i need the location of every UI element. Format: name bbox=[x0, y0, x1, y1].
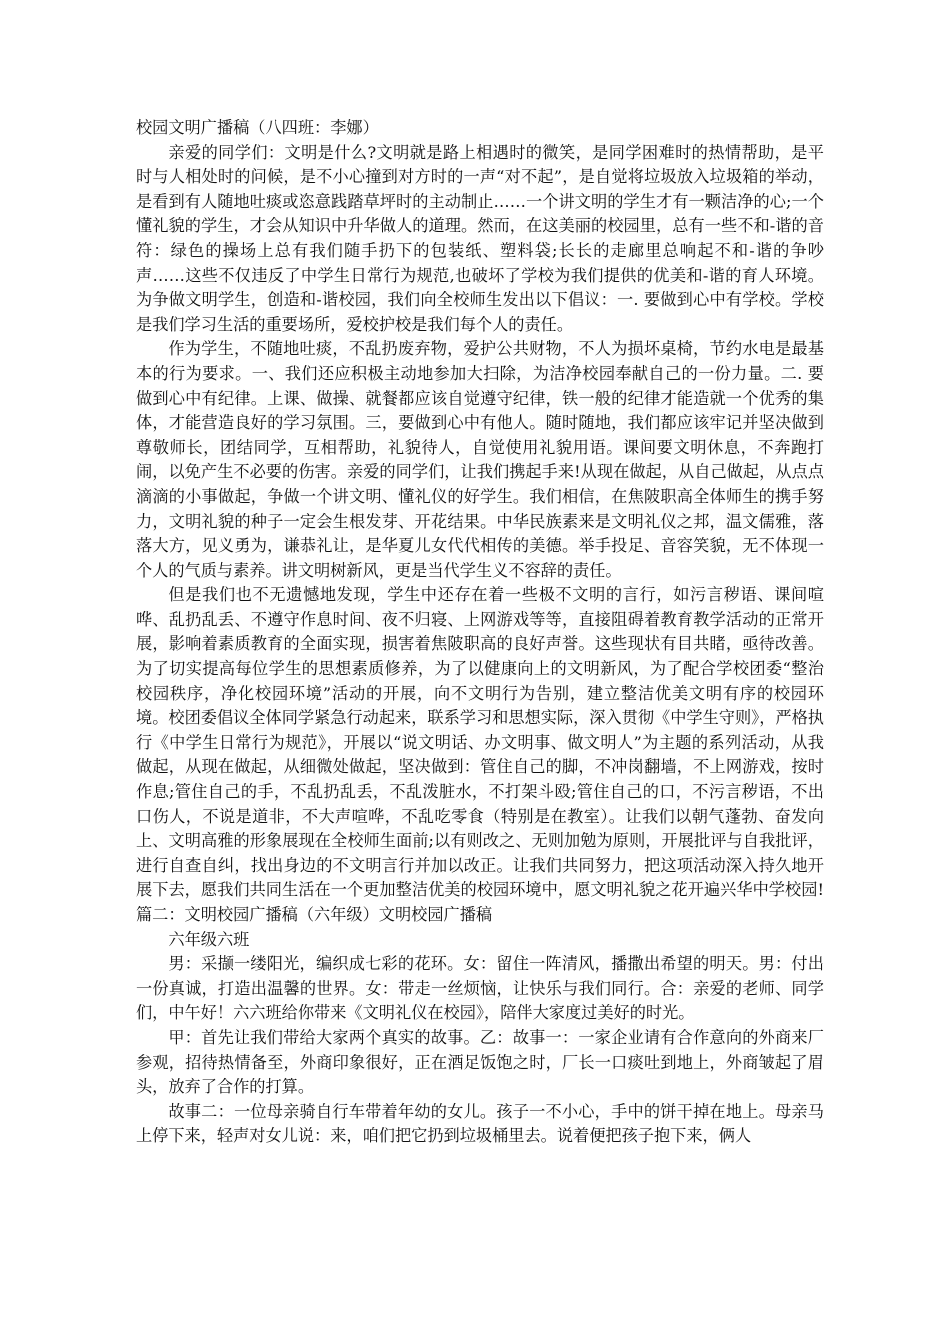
paragraph-broadcast-intro: 男：采撷一缕阳光，编织成七彩的花环。女：留住一阵清风，播撒出希望的明天。男：付出一份真诚，打造出温馨的世界。女：带走一丝烦恼，让快乐与我们同行。合：亲爱的老师、同学们，中午好！六六班给你带来《文明礼仪在校园》，陪伴大家度过美好的时光。 bbox=[136, 954, 824, 1023]
paragraph-story-one: 甲：首先让我们带给大家两个真实的故事。乙：故事一：一家企业请有合作意向的外商来厂参观，招待热情备至，外商印象很好，正在酒足饭饱之时，厂长一口痰吐到地上，外商皱起了眉头，放弃了合作的打算。 bbox=[136, 1027, 824, 1097]
paragraph-story-two: 故事二：一位母亲骑自行车带着年幼的女儿。孩子一不小心，手中的饼干掉在地上。母亲马上停下来，轻声对女儿说：来，咱们把它扔到垃圾桶里去。说着便把孩子抱下来，俩人 bbox=[136, 1101, 824, 1146]
document-title: 校园文明广播稿（八四班：李娜） bbox=[136, 118, 379, 137]
paragraph-class-name: 六年级六班 bbox=[168, 929, 250, 949]
document-page bbox=[136, 116, 824, 1149]
paragraph-uncivil-behavior: 但是我们也不无遗憾地发现，学生中还存在着一些极不文明的言行，如污言秽语、课间喧哗、乱扔乱丢、不遵守作息时间、夜不归寝、上网游戏等等，直接阻碍着教育教学活动的正常开展，影响着素质教育的全面实现，损害着焦陂职高的良好声誉。这些现状有目共睹，亟待改善。为了切实提高每位学生的思想素质修养，为了以健康向上的文明新风，为了配合学校团委“整治校园秩序，净化校园环境”活动的开展，向不文明行为告别，建立整洁优美文明有序的校园环境。校团委倡议全体同学紧急行动起来，联系学习和思想实际，深入贯彻《中学生守则》，严格执行《中学生日常行为规范》，开展以“说文明话、办文明事、做文明人”为主题的系列活动，从我做起，从现在做起，从细微处做起，坚决做到：管住自己的脚，不冲岗翻墙，不上网游戏，按时作息;管住自己的手，不乱扔乱丢，不乱泼脏水，不打架斗殴;管住自己的口，不污言秽语，不出口伤人，不说是道非，不大声喧哗，不乱吃零食（特别是在教室）。让我们以朝气蓬勃、奋发向上、文明高雅的形象展现在全校师生面前;以有则改之、无则加勉为原则，开展批评与自我批评，进行自查自纠，找出身边的不文明言行并加以改正。让我们共同努力，把这项活动深入持久地开展下去，愿我们共同生活在一个更加整洁优美的校园环境中，愿文明礼貌之花开遍兴华中学校园!篇二：文明校园广播稿（六年级）文明校园广播稿 bbox=[136, 585, 824, 924]
paragraph-opening: 亲爱的同学们：文明是什么?文明就是路上相遇时的微笑，是同学困难时的热情帮助，是平时与人相处时的问候，是不小心撞到对方时的一声“对不起”，是自觉将垃圾放入垃圾箱的举动，是看到有人随地吐痰或恣意践踏草坪时的主动制止……一个讲文明的学生才有一颗洁净的心;一个懂礼貌的学生，才会从知识中升华做人的道理。然而，在这美丽的校园里，总有一些不和-谐的音符：绿色的操场上总有我们随手扔下的包装纸、塑料袋;长长的走廊里总响起不和-谐的争吵声……这些不仅违反了中学生日常行为规范,也破坏了学校为我们提供的优美和-谐的育人环境。为争做文明学生，创造和-谐校园，我们向全校师生发出以下倡议：一. 要做到心中有学校。学校是我们学习生活的重要场所，爱校护校是我们每个人的责任。 bbox=[136, 142, 824, 334]
paragraph-student-conduct: 作为学生，不随地吐痰，不乱扔废弃物，爱护公共财物，不人为损坏桌椅，节约水电是最基本的行为要求。一、我们还应积极主动地参加大扫除，为洁净校园奉献自己的一份力量。二. 要做到心中有纪律。上课、做操、就餐都应该自觉遵守纪律，铁一般的纪律才能造就一个优秀的集体，才能营造良好的学习氛围。三，要做到心中有他人。随时随地，我们都应该牢记并坚决做到尊敬师长，团结同学，互相帮助，礼貌待人，自觉使用礼貌用语。课间要文明休息，不奔跑打闹，以免产生不必要的伤害。亲爱的同学们，让我们携起手来!从现在做起，从自己做起，从点点滴滴的小事做起，争做一个讲文明、懂礼仪的好学生。我们相信，在焦陂职高全体师生的携手努力，文明礼貌的种子一定会生根发芽、开花结果。中华民族素来是文明礼仪之邦，温文儒雅，落落大方，见义勇为，谦恭礼让，是华夏儿女代代相传的美德。举手投足、音容笑貌，无不体现一个人的气质与素养。讲文明树新风，更是当代学生义不容辞的责任。 bbox=[136, 339, 824, 580]
